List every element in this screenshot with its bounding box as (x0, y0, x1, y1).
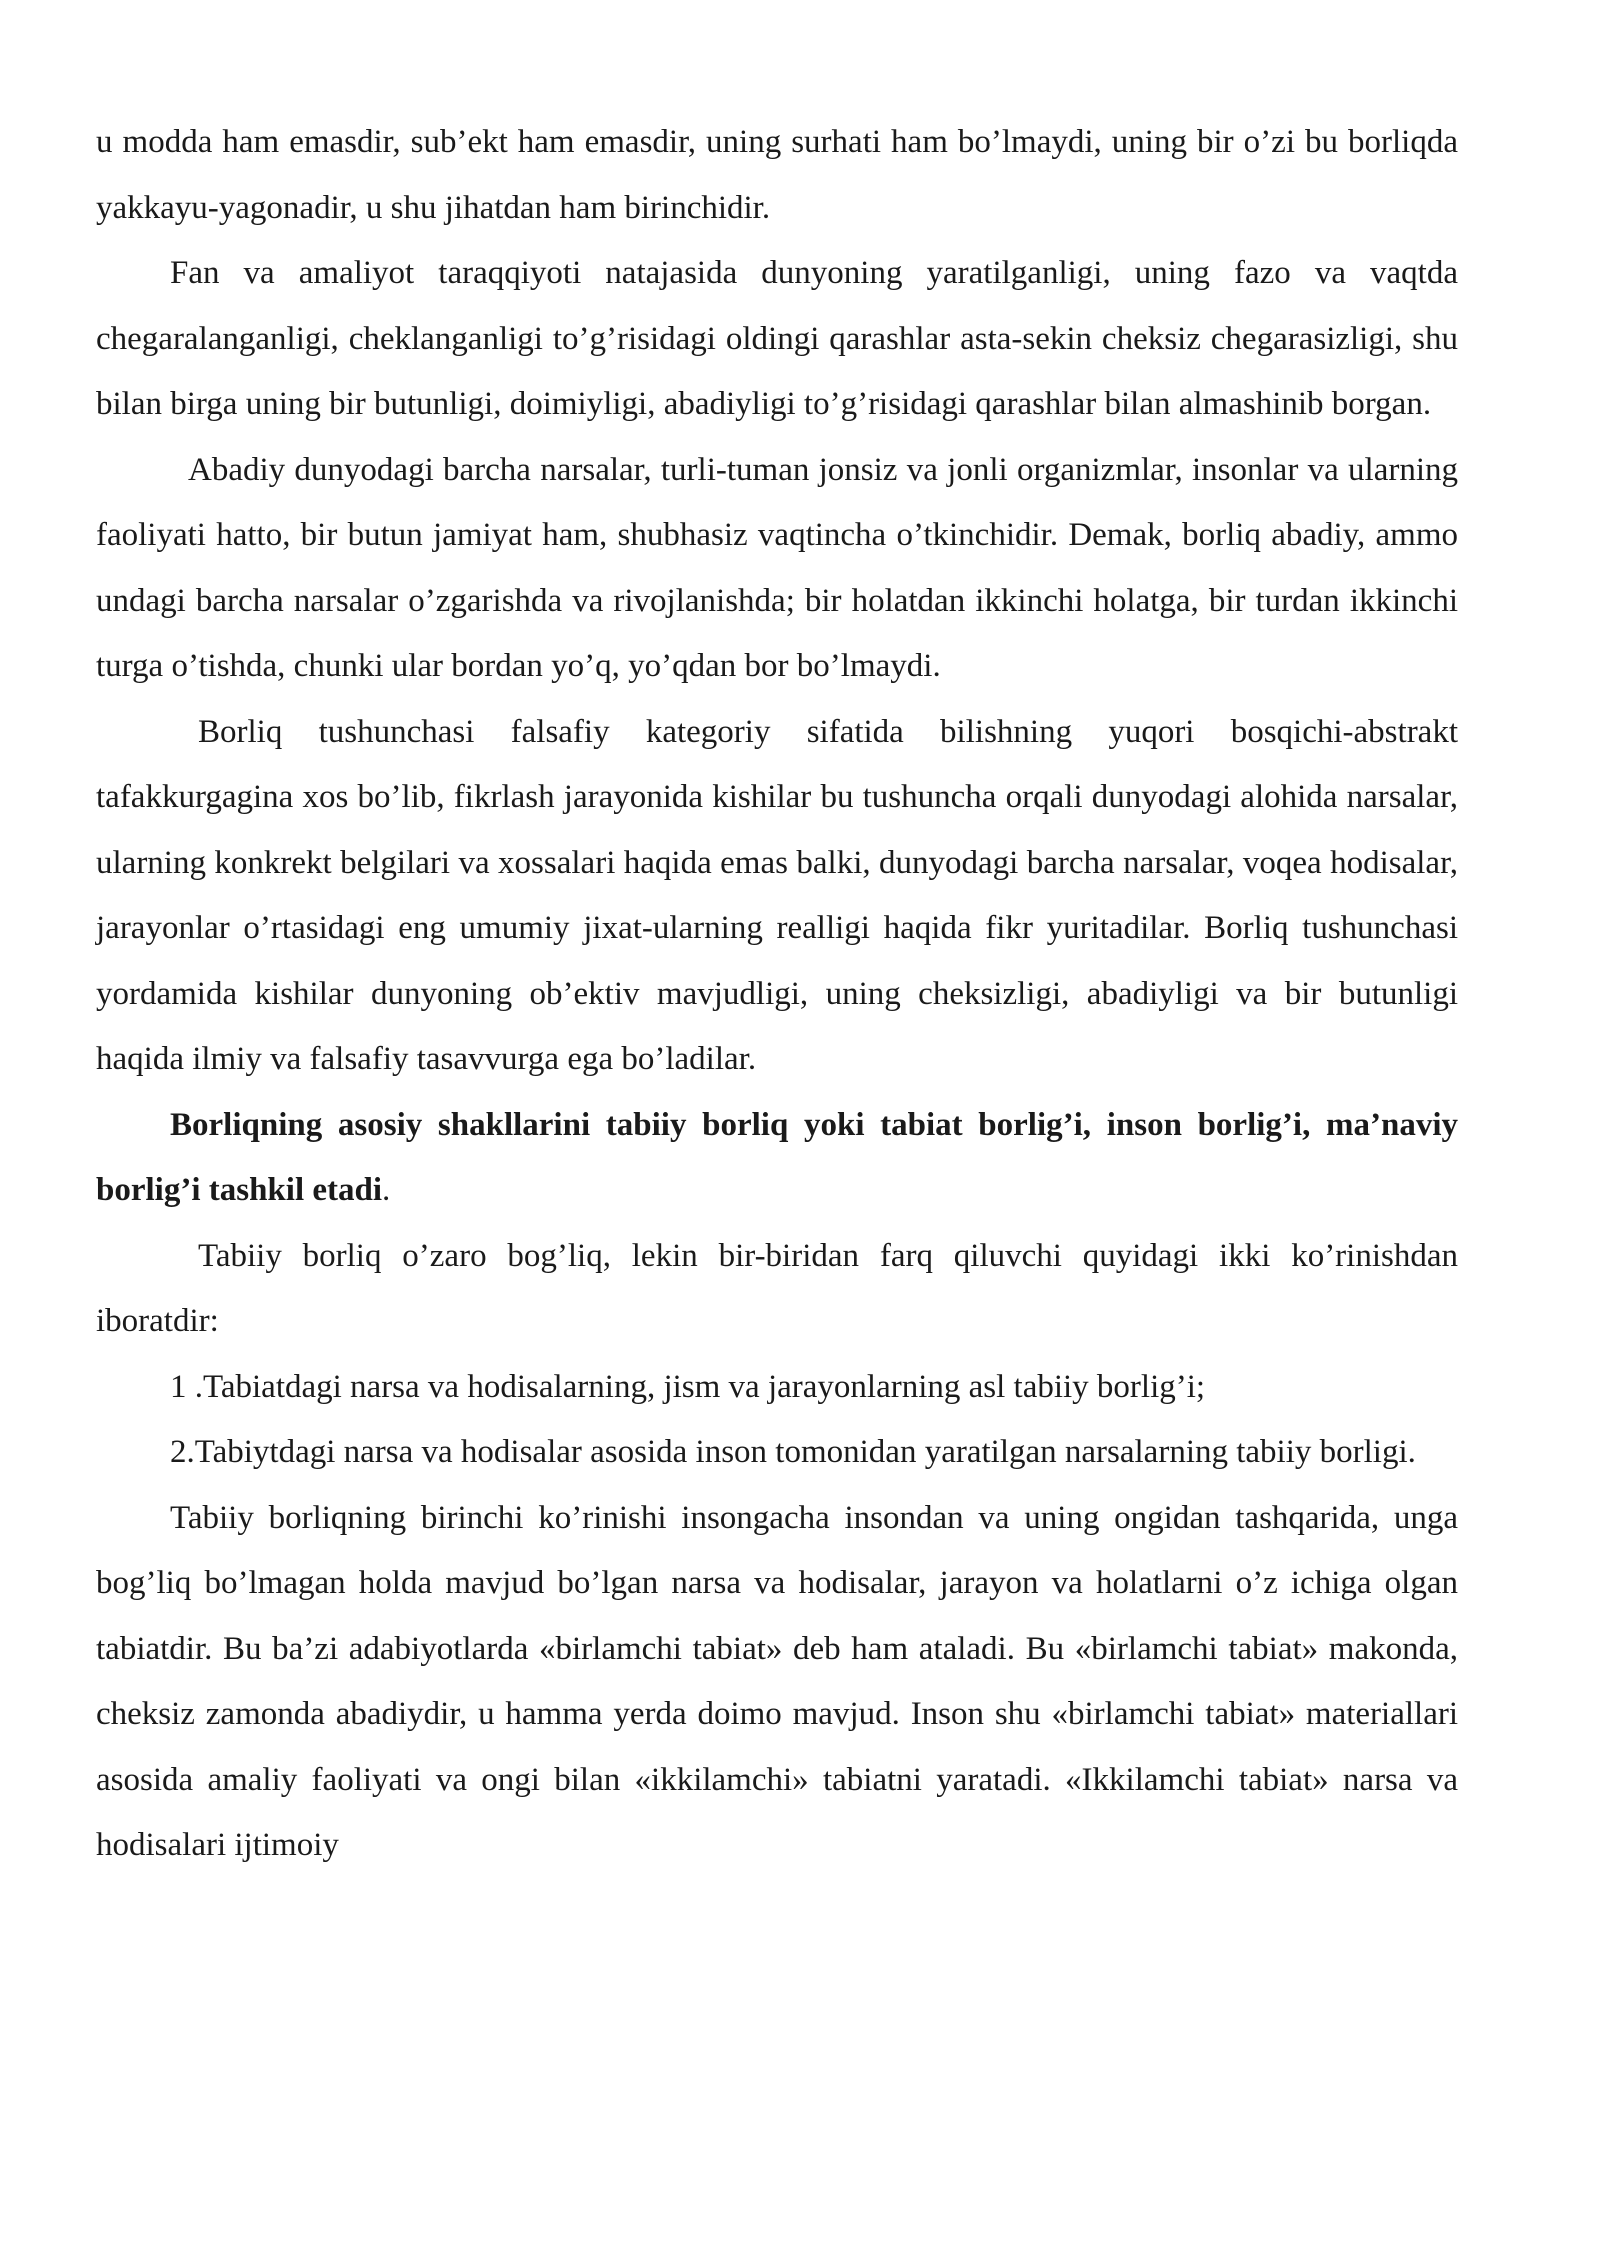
bold-heading-text: Borliqning asosiy shakllarini tabiiy borliq yoki tabiat borlig’i, inson borlig’i, ma’naviy borlig’i tashkil etadi (96, 1106, 1458, 1208)
paragraph-6: Tabiiy borliqning birinchi ko’rinishi insongacha insondan va uning ongidan tashqarida, unga bog’liq bo’lmagan holda mavjud bo’lgan narsa va hodisalar, jarayon va holatlarni o’z ichiga olgan tabiatdir. Bu ba’zi adabiyotlarda «birlamchi tabiat» deb ham ataladi. Bu «birlamchi tabiat» makonda, cheksiz zamonda abadiydir, u hamma yerda doimo mavjud. Inson shu «birlamchi tabiat» materiallari asosida amaliy faoliyati va ongi bilan «ikkilamchi» tabiatni yaratadi. «Ikkilamchi tabiat» narsa va hodisalari ijtimoiy (96, 1499, 1458, 1863)
bold-heading-tail: . (382, 1172, 391, 1208)
list-item-2: 2.Tabiytdagi narsa va hodisalar asosida inson tomonidan yaratilgan narsalarning tabiiy borligi. (170, 1434, 1416, 1470)
paragraph-5: Tabiiy borliq o’zaro bog’liq, lekin bir-biridan farq qiluvchi quyidagi ikki ko’rinishdan iboratdir: (96, 1237, 1458, 1339)
paragraph-3: Abadiy dunyodagi barcha narsalar, turli-tuman jonsiz va jonli organizmlar, insonlar va ularning faoliyati hatto, bir butun jamiyat ham, shubhasiz vaqtincha o’tkinchidir. Demak, borliq abadiy, ammo undagi barcha narsalar o’zgarishda va rivojlanishda; bir holatdan ikkinchi holatga, bir turdan ikkinchi turga o’tishda, chunki ular bordan yo’q, yo’qdan bor bo’lmaydi. (96, 451, 1458, 684)
paragraph-2: Fan va amaliyot taraqqiyoti natajasida dunyoning yaratilganligi, uning fazo va vaqtda chegaralanganligi, cheklanganligi to’g’risidagi oldingi qarashlar asta-sekin cheksiz chegarasizligi, shu bilan birga uning bir butunligi, doimiyligi, abadiyligi to’g’risidagi qarashlar bilan almashinib borgan. (96, 255, 1458, 422)
document-page (96, 110, 1458, 1879)
paragraph-4: Borliq tushunchasi falsafiy kategoriy sifatida bilishning yuqori bosqichi-abstrakt tafakkurgagina xos bo’lib, fikrlash jarayonida kishilar bu tushuncha orqali dunyodagi alohida narsalar, ularning konkrekt belgilari va xossalari haqida emas balki, dunyodagi barcha narsalar, voqea hodisalar, jarayonlar o’rtasidagi eng umumiy jixat-ularning realligi haqida fikr yuritadilar. Borliq tushunchasi yordamida kishilar dunyoning ob’ektiv mavjudligi, uning cheksizligi, abadiyligi va bir butunligi haqida ilmiy va falsafiy tasavvurga ega bo’ladilar. (96, 713, 1458, 1077)
bold-heading-paragraph (96, 1093, 1458, 1224)
list-item-1: 1 .Tabiatdagi narsa va hodisalarning, jism va jarayonlarning asl tabiiy borlig’i; (170, 1368, 1206, 1405)
paragraph-1: u modda ham emasdir, sub’ekt ham emasdir, uning surhati ham bo’lmaydi, uning bir o’zi bu borliqda yakkayu-yagonadir, u shu jihatdan ham birinchidir. (96, 124, 1458, 226)
